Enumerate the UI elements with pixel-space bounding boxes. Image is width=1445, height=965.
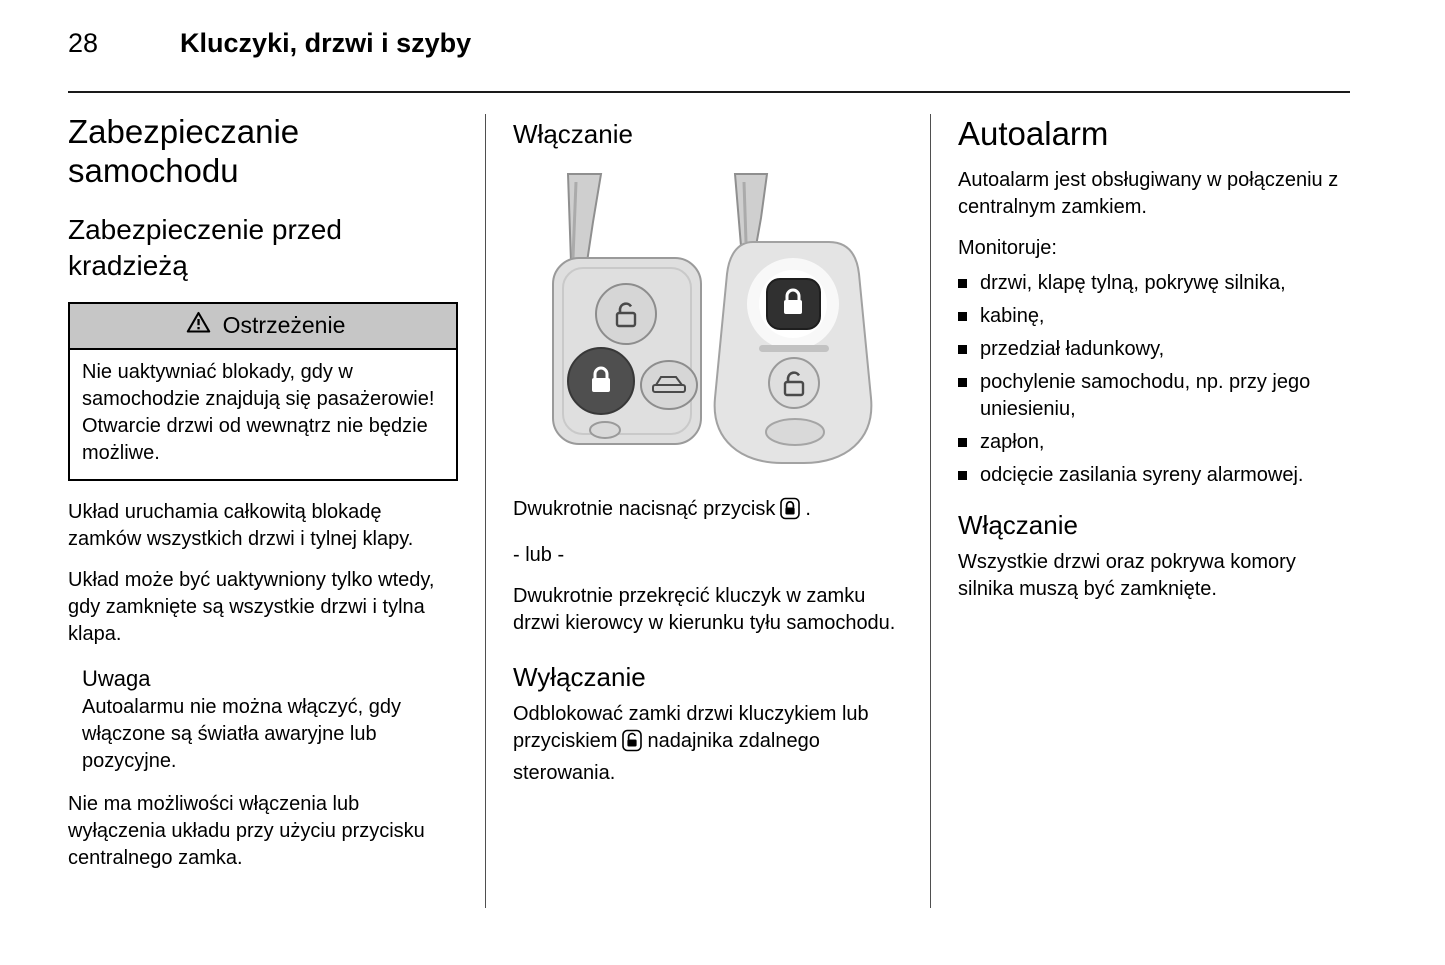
list-item (958, 303, 1352, 330)
monitored-items-list (958, 270, 1352, 489)
key-fob-illustration (513, 172, 903, 472)
page-header (68, 28, 1350, 59)
note-title: Uwaga (82, 666, 151, 691)
section-title-autoalarm: Autoalarm (958, 115, 1109, 152)
chapter-title: Kluczyki, drzwi i szyby (180, 28, 472, 58)
press-button-text: Dwukrotnie nacisnąć przycisk (513, 498, 776, 520)
warning-triangle-icon (186, 311, 211, 340)
press-button-period: . (805, 498, 811, 520)
square-bullet-icon (958, 378, 967, 387)
list-item (958, 336, 1352, 363)
header-rule (68, 91, 1350, 93)
unlock-text-after: nadajnika zdalnego sterowania. (513, 730, 820, 784)
heading-activation: Włączanie (513, 119, 633, 149)
list-item-text: kabinę, (980, 305, 1045, 327)
monitors-label: Monitoruje: (958, 237, 1057, 259)
key-illustration-figure (513, 172, 903, 472)
warning-body: Nie uaktywniać blokady, gdy w samochodzie znajdują się pasażerowie! Otwarcie drzwi od wewnątrz nie będzie możliwe. (82, 361, 435, 464)
press-button-paragraph (513, 496, 903, 528)
turn-key-paragraph: Dwukrotnie przekręcić kluczyk w zamku drzwi kierowcy w kierunku tyłu samochodu. (513, 585, 896, 634)
list-item-text: pochylenie samochodu, np. przy jego uniesieniu, (980, 371, 1311, 420)
lock-button-icon (780, 497, 800, 528)
column-autoalarm (958, 112, 1352, 908)
section-title-security: Zabezpieczanie samochodu (68, 113, 300, 189)
autoalarm-activation-body: Wszystkie drzwi oraz pokrywa komory silnika muszą być zamknięte. (958, 551, 1296, 600)
list-item (958, 429, 1352, 456)
column-divider (485, 114, 486, 908)
two-button-remote-key (715, 174, 872, 463)
list-item (958, 369, 1352, 423)
warning-label: Ostrzeżenie (222, 312, 346, 338)
square-bullet-icon (958, 345, 967, 354)
note-block (68, 664, 458, 775)
page-number: 28 (68, 28, 99, 58)
three-button-remote-key (553, 174, 701, 444)
content-columns (68, 112, 1352, 908)
unlock-button-icon (622, 729, 642, 760)
unlock-text-before: Odblokować zamki drzwi kluczykiem lub przyciskiem (513, 703, 869, 752)
column-activation (513, 112, 903, 908)
column-divider (930, 114, 931, 908)
note-body: Autoalarmu nie można włączyć, gdy włączone są światła awaryjne lub pozycyjne. (82, 696, 402, 772)
square-bullet-icon (958, 438, 967, 447)
autoalarm-intro: Autoalarm jest obsługiwany w połączeniu z centralnym zamkiem. (958, 169, 1339, 218)
list-item-text: drzwi, klapę tylną, pokrywę silnika, (980, 272, 1286, 294)
security-paragraph-1: Układ uruchamia całkowitą blokadę zamków wszystkich drzwi i tylnej klapy. (68, 501, 414, 550)
column-security (68, 112, 458, 908)
list-item-text: odcięcie zasilania syreny alarmowej. (980, 464, 1304, 486)
subsection-title-antitheft: Zabezpieczenie przed kradzieżą (68, 214, 342, 281)
square-bullet-icon (958, 279, 967, 288)
list-item-text: przedział ładunkowy, (980, 338, 1165, 360)
warning-box (68, 302, 458, 481)
heading-autoalarm-activation: Włączanie (958, 510, 1078, 540)
heading-deactivation: Wyłączanie (513, 662, 646, 692)
security-paragraph-3: Nie ma możliwości włączenia lub wyłączenia układu przy użyciu przycisku centralnego zamka. (68, 793, 425, 869)
list-item (958, 462, 1352, 489)
list-item (958, 270, 1352, 297)
or-divider: - lub - (513, 544, 565, 566)
square-bullet-icon (958, 471, 967, 480)
unlock-paragraph (513, 701, 903, 787)
security-paragraph-2: Układ może być uaktywniony tylko wtedy, gdy zamknięte są wszystkie drzwi i tylna klapa. (68, 569, 435, 645)
square-bullet-icon (958, 312, 967, 321)
warning-box-header (70, 304, 456, 350)
list-item-text: zapłon, (980, 431, 1045, 453)
